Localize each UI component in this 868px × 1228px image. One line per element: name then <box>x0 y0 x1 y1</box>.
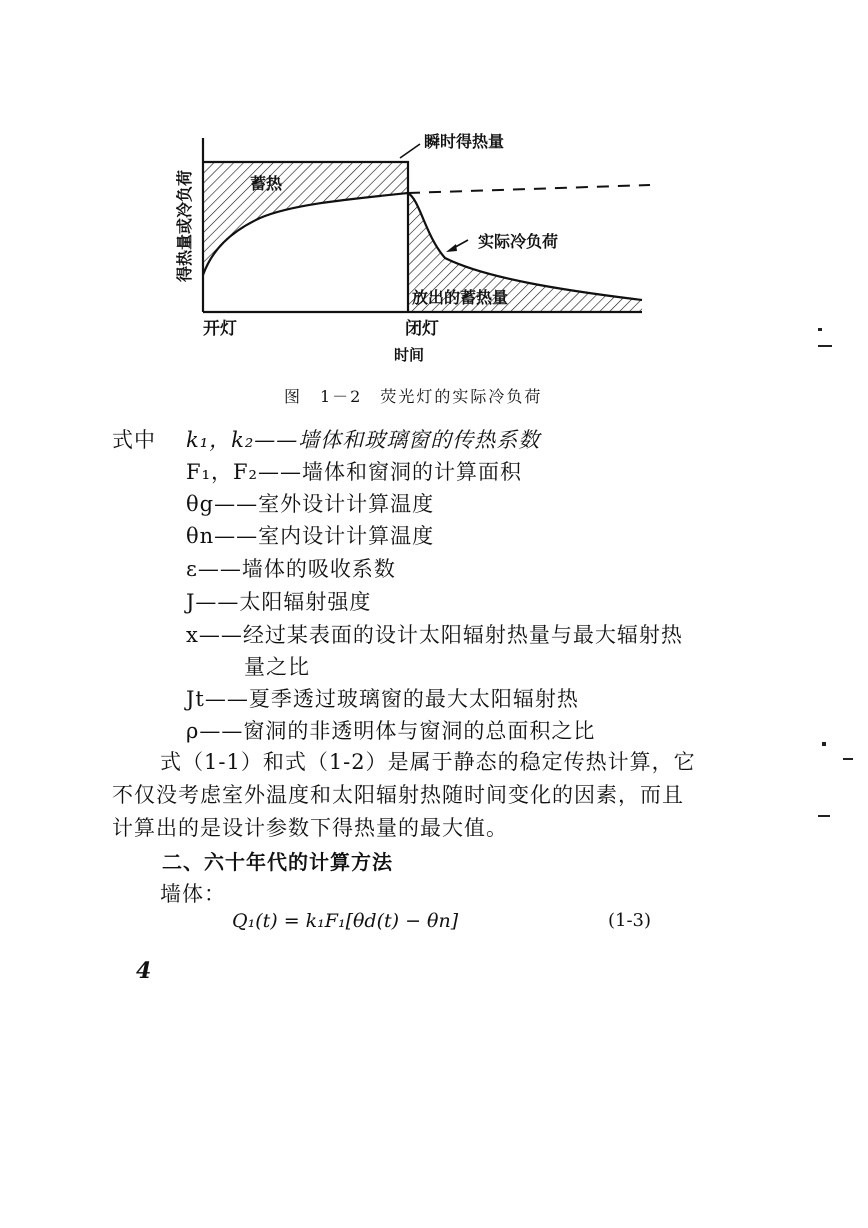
equation: Q₁(t) = k₁F₁[θd(t) − θn] <box>232 910 459 932</box>
variable-item: 量之比 <box>244 655 310 679</box>
section-heading: 二、六十年代的计算方法 <box>162 850 393 874</box>
scan-mark <box>818 815 830 817</box>
continuation-dashed-line <box>408 185 650 193</box>
label-instant-gain: 瞬时得热量 <box>424 132 505 151</box>
label-released-heat: 放出的蓄热量 <box>412 288 509 307</box>
variable-item: F₁，F₂——墙体和窗洞的计算面积 <box>186 460 522 484</box>
cooling-load-figure <box>0 0 868 370</box>
figure-caption: 图 1－2 荧光灯的实际冷负荷 <box>284 387 543 406</box>
label-lamp-on: 开灯 <box>203 319 237 339</box>
variable-item: ε——墙体的吸收系数 <box>186 557 396 581</box>
x-axis-label: 时间 <box>394 346 425 364</box>
variable-item: ρ——窗洞的非透明体与窗洞的总面积之比 <box>186 719 596 743</box>
instant-gain-pointer <box>400 144 420 158</box>
label-actual-load: 实际冷负荷 <box>478 232 559 251</box>
stored-heat-area <box>203 162 408 275</box>
wall-label: 墙体： <box>160 882 226 906</box>
y-axis-label: 得热量或冷负荷 <box>175 169 194 282</box>
paragraph-line: 式（1-1）和式（1-2）是属于静态的稳定传热计算，它 <box>160 750 696 774</box>
variable-item: θn——室内设计计算温度 <box>186 524 435 548</box>
variable-item: J——太阳辐射强度 <box>186 590 372 614</box>
label-storage: 蓄热 <box>250 174 283 193</box>
paragraph-line: 不仅没考虑室外温度和太阳辐射热随时间变化的因素，而且 <box>112 783 684 807</box>
scan-mark <box>843 758 853 760</box>
scan-mark <box>822 742 826 746</box>
variable-item: θg——室外设计计算温度 <box>186 492 435 516</box>
variables-lead: 式中 <box>112 428 156 452</box>
variable-item: x——经过某表面的设计太阳辐射热量与最大辐射热 <box>186 623 683 647</box>
equation-number: (1-3) <box>608 910 652 931</box>
scan-mark <box>818 328 822 331</box>
actual-load-arrowhead <box>446 244 457 252</box>
variable-item: Jt——夏季透过玻璃窗的最大太阳辐射热 <box>186 687 579 711</box>
page-number: 4 <box>136 958 152 984</box>
paragraph-line: 计算出的是设计参数下得热量的最大值。 <box>112 816 508 840</box>
label-lamp-off: 闭灯 <box>405 319 439 339</box>
variable-item: k₁，k₂——墙体和玻璃窗的传热系数 <box>186 428 541 452</box>
scan-mark <box>818 345 832 347</box>
